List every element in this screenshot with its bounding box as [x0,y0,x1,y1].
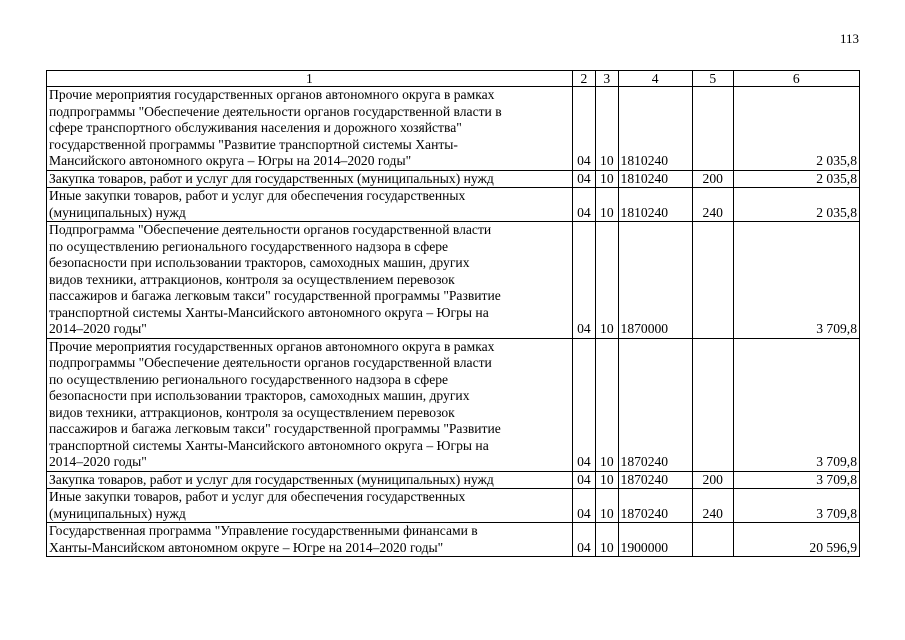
row-amount: 3 709,8 [733,338,859,471]
row-expense-type: 200 [692,170,733,188]
row-expense-type [692,523,733,557]
table-header-row [47,71,860,87]
row-description [47,338,573,471]
description-line: Ханты-Мансийском автономном округе – Югре на 2014–2020 годы" [49,539,444,555]
description-line: подпрограммы "Обеспечение деятельности органов государственной власти в [49,103,502,119]
description-line: Государственная программа "Управление государственными финансами в [49,523,478,538]
row-code-2: 04 [572,338,595,471]
description-line: Закупка товаров, работ и услуг для государственных (муниципальных) нужд [49,170,494,186]
row-code-2: 04 [572,188,595,222]
description-line: пассажиров и багажа легковым такси" государственной программы "Развитие [49,288,501,303]
description-line: Иные закупки товаров, работ и услуг для обеспечения государственных [49,188,466,203]
description-line: транспортной системы Ханты-Мансийского автономного округа – Югры на [49,437,489,453]
row-target-code: 1870240 [618,489,692,523]
row-description [47,489,573,523]
row-code-3: 10 [596,222,618,339]
row-description [47,222,573,339]
header-col-3: 3 [596,71,618,87]
row-target-code: 1810240 [618,188,692,222]
description-line: Закупка товаров, работ и услуг для государственных (муниципальных) нужд [49,471,494,487]
row-code-2: 04 [572,523,595,557]
row-description [47,87,573,171]
row-target-code: 1870240 [618,471,692,489]
description-line: сфере транспортного обслуживания населения и дорожного хозяйства" [49,120,462,135]
row-code-3: 10 [596,188,618,222]
description-line: государственной программы "Развитие транспортной системы Ханты- [49,136,458,152]
row-target-code: 1810240 [618,87,692,171]
row-expense-type [692,222,733,339]
row-description [47,471,573,489]
table-row [47,188,860,222]
page-number: 113 [839,31,859,46]
description-line: по осуществлению регионального государственного надзора в сфере [49,371,449,387]
row-description [47,188,573,222]
row-target-code: 1900000 [618,523,692,557]
table-row [47,338,860,471]
description-line: безопасности при использовании тракторов, самоходных машин, других [49,388,470,403]
table-row [47,87,860,171]
header-col-1: 1 [47,71,573,87]
description-line: Прочие мероприятия государственных органов автономного округа в рамках [49,338,495,354]
description-line: 2014–2020 годы" [49,454,147,469]
budget-table [46,70,860,557]
table-row [47,471,860,489]
description-line: транспортной системы Ханты-Мансийского автономного округа – Югры на [49,304,489,320]
row-expense-type: 200 [692,471,733,489]
row-code-3: 10 [596,523,618,557]
description-line: (муниципальных) нужд [49,204,186,220]
description-line: по осуществлению регионального государственного надзора в сфере [49,238,449,254]
row-code-3: 10 [596,170,618,188]
description-line: Мансийского автономного округа – Югры на 2014–2020 годы" [49,153,412,168]
row-code-3: 10 [596,338,618,471]
row-amount: 3 709,8 [733,471,859,489]
row-description [47,523,573,557]
row-target-code: 1870240 [618,338,692,471]
row-target-code: 1810240 [618,170,692,188]
row-amount: 2 035,8 [733,170,859,188]
table-row [47,489,860,523]
header-col-6: 6 [733,71,859,87]
row-code-3: 10 [596,489,618,523]
row-target-code: 1870000 [618,222,692,339]
description-line: безопасности при использовании тракторов, самоходных машин, других [49,255,470,270]
row-amount: 3 709,8 [733,222,859,339]
description-line: подпрограммы "Обеспечение деятельности органов государственной власти [49,355,492,370]
row-expense-type [692,338,733,471]
row-code-3: 10 [596,471,618,489]
row-code-3: 10 [596,87,618,171]
table-row [47,222,860,339]
description-line: пассажиров и багажа легковым такси" государственной программы "Развитие [49,421,501,436]
row-amount: 20 596,9 [733,523,859,557]
row-amount: 2 035,8 [733,188,859,222]
description-line: (муниципальных) нужд [49,505,186,521]
description-line: Подпрограмма "Обеспечение деятельности органов государственной власти [49,222,492,237]
header-col-2: 2 [572,71,595,87]
description-line: видов техники, аттракционов, контроля за осуществлением перевозок [49,404,455,420]
row-code-2: 04 [572,222,595,339]
row-code-2: 04 [572,471,595,489]
row-expense-type [692,87,733,171]
table-row [47,170,860,188]
row-amount: 2 035,8 [733,87,859,171]
description-line: видов техники, аттракционов, контроля за осуществлением перевозок [49,271,455,287]
description-line: Прочие мероприятия государственных органов автономного округа в рамках [49,87,495,102]
header-col-4: 4 [618,71,692,87]
row-expense-type: 240 [692,188,733,222]
table-body [47,71,860,557]
description-line: Иные закупки товаров, работ и услуг для обеспечения государственных [49,489,466,504]
row-code-2: 04 [572,489,595,523]
row-code-2: 04 [572,87,595,171]
row-expense-type: 240 [692,489,733,523]
row-code-2: 04 [572,170,595,188]
table-row [47,523,860,557]
row-amount: 3 709,8 [733,489,859,523]
row-description [47,170,573,188]
description-line: 2014–2020 годы" [49,321,147,336]
header-col-5: 5 [692,71,733,87]
